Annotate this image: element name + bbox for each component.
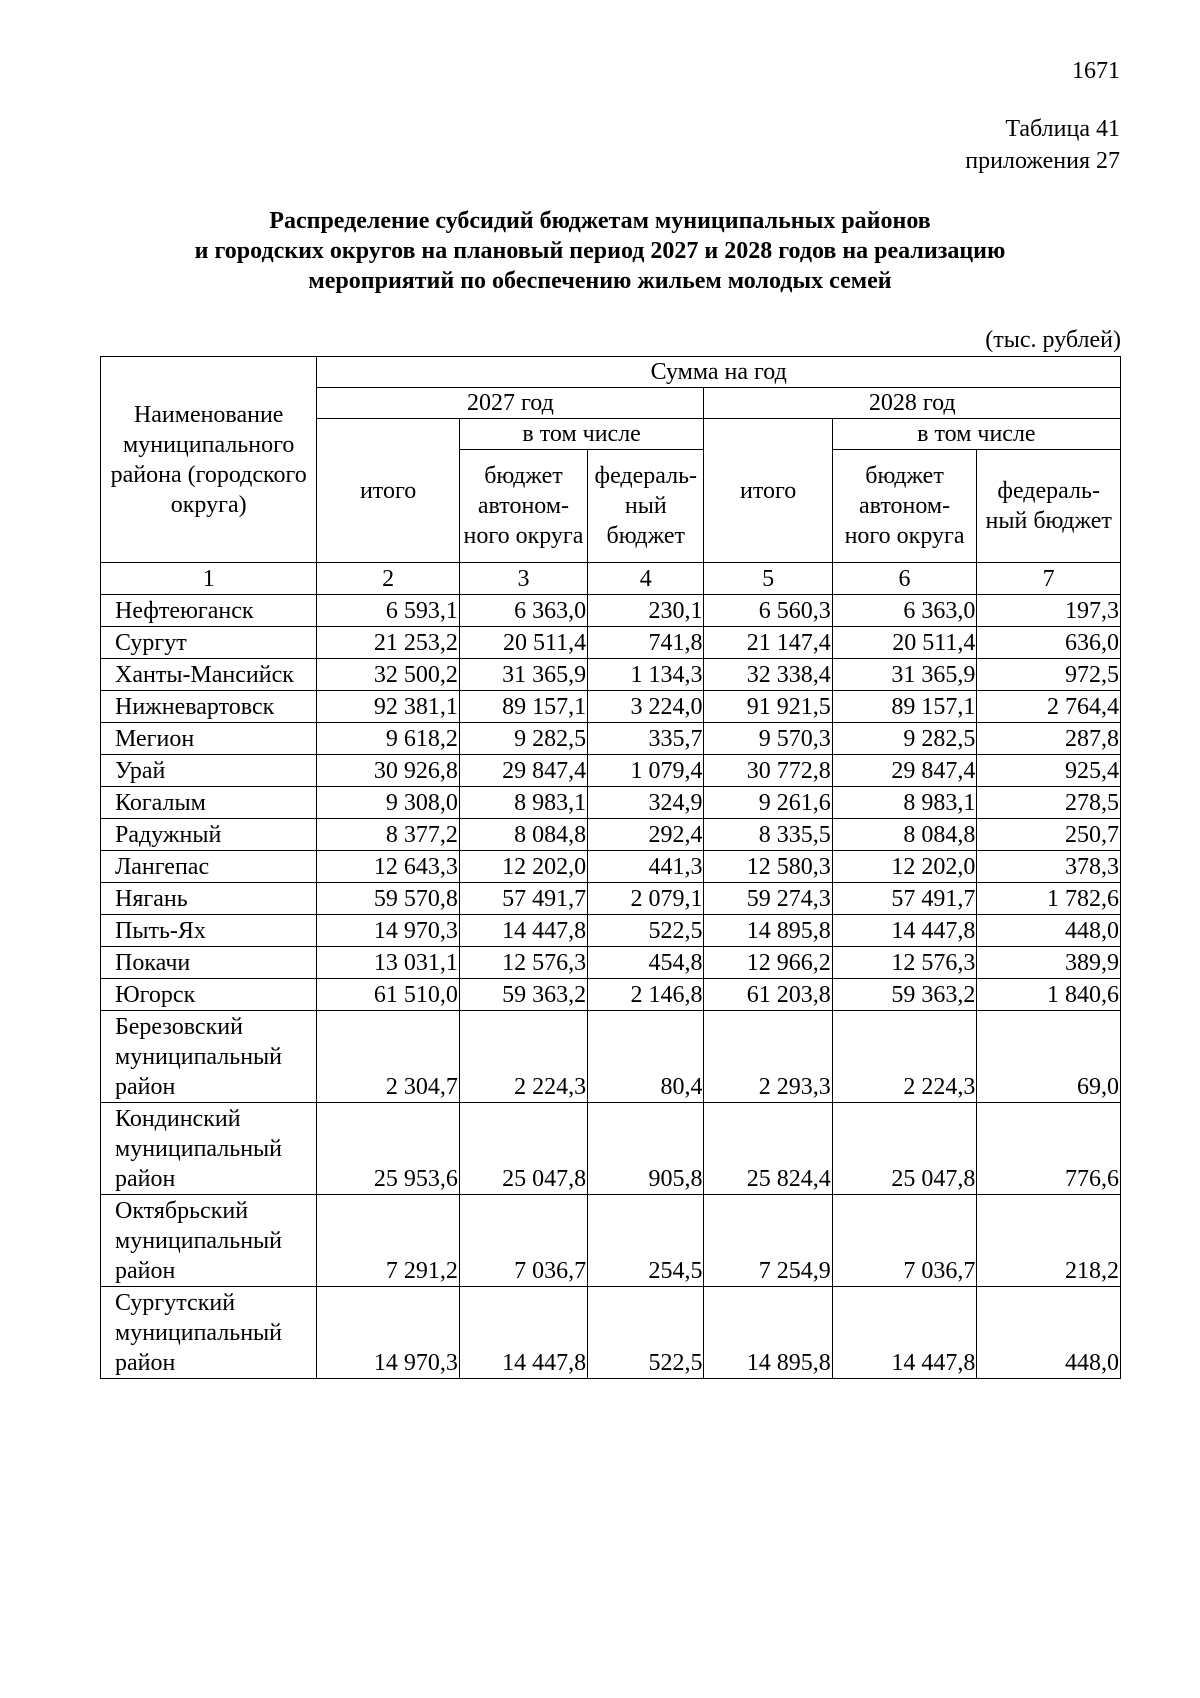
header-total-2027: итого <box>317 419 459 563</box>
column-number: 4 <box>588 563 704 595</box>
value-federal-budget-2027: 2 079,1 <box>588 883 704 915</box>
column-number: 5 <box>704 563 832 595</box>
value-total-2028: 21 147,4 <box>704 627 832 659</box>
value-federal-budget-2027: 441,3 <box>588 851 704 883</box>
value-total-2028: 91 921,5 <box>704 691 832 723</box>
value-regional-budget-2027: 59 363,2 <box>459 979 587 1011</box>
header-regional-budget-2027: бюджет автоном- ного округа <box>459 450 587 563</box>
table-row <box>101 947 1121 979</box>
value-federal-budget-2027: 741,8 <box>588 627 704 659</box>
value-federal-budget-2027: 1 134,3 <box>588 659 704 691</box>
value-regional-budget-2027: 57 491,7 <box>459 883 587 915</box>
municipality-name: Березовский муниципальный район <box>101 1011 317 1103</box>
value-total-2027: 25 953,6 <box>317 1103 459 1195</box>
table-row <box>101 915 1121 947</box>
municipality-name: Ханты-Мансийск <box>101 659 317 691</box>
subsidy-table <box>100 356 1121 1379</box>
value-total-2027: 2 304,7 <box>317 1011 459 1103</box>
table-reference-line-2: приложения 27 <box>965 148 1120 174</box>
value-federal-budget-2027: 254,5 <box>588 1195 704 1287</box>
value-regional-budget-2028: 9 282,5 <box>832 723 977 755</box>
value-regional-budget-2027: 12 576,3 <box>459 947 587 979</box>
value-regional-budget-2028: 20 511,4 <box>832 627 977 659</box>
municipality-name: Лангепас <box>101 851 317 883</box>
value-total-2027: 61 510,0 <box>317 979 459 1011</box>
table-row <box>101 1195 1121 1287</box>
value-total-2028: 12 580,3 <box>704 851 832 883</box>
value-regional-budget-2028: 59 363,2 <box>832 979 977 1011</box>
value-total-2028: 2 293,3 <box>704 1011 832 1103</box>
column-number: 6 <box>832 563 977 595</box>
value-regional-budget-2027: 14 447,8 <box>459 915 587 947</box>
table-row <box>101 1011 1121 1103</box>
value-federal-budget-2027: 80,4 <box>588 1011 704 1103</box>
value-total-2027: 21 253,2 <box>317 627 459 659</box>
value-regional-budget-2028: 12 202,0 <box>832 851 977 883</box>
table-row <box>101 819 1121 851</box>
value-federal-budget-2028: 448,0 <box>977 1287 1121 1379</box>
value-regional-budget-2028: 25 047,8 <box>832 1103 977 1195</box>
value-total-2028: 59 274,3 <box>704 883 832 915</box>
value-total-2028: 6 560,3 <box>704 595 832 627</box>
value-federal-budget-2028: 389,9 <box>977 947 1121 979</box>
value-federal-budget-2028: 278,5 <box>977 787 1121 819</box>
value-regional-budget-2027: 20 511,4 <box>459 627 587 659</box>
header-regional-budget-2028: бюджет автоном- ного округа <box>832 450 977 563</box>
value-total-2028: 61 203,8 <box>704 979 832 1011</box>
value-total-2027: 59 570,8 <box>317 883 459 915</box>
municipality-name: Урай <box>101 755 317 787</box>
value-total-2027: 6 593,1 <box>317 595 459 627</box>
value-total-2027: 8 377,2 <box>317 819 459 851</box>
value-federal-budget-2028: 1 840,6 <box>977 979 1121 1011</box>
value-total-2028: 25 824,4 <box>704 1103 832 1195</box>
value-regional-budget-2027: 29 847,4 <box>459 755 587 787</box>
value-regional-budget-2027: 89 157,1 <box>459 691 587 723</box>
value-regional-budget-2027: 6 363,0 <box>459 595 587 627</box>
table-row <box>101 723 1121 755</box>
value-federal-budget-2028: 448,0 <box>977 915 1121 947</box>
municipality-name: Югорск <box>101 979 317 1011</box>
table-body <box>101 563 1121 1379</box>
header-federal-budget-2027: федераль- ный бюджет <box>588 450 704 563</box>
value-total-2028: 32 338,4 <box>704 659 832 691</box>
column-number: 7 <box>977 563 1121 595</box>
value-total-2028: 9 261,6 <box>704 787 832 819</box>
table-row <box>101 1287 1121 1379</box>
value-federal-budget-2028: 1 782,6 <box>977 883 1121 915</box>
units-label: (тыс. рублей) <box>985 327 1121 353</box>
value-total-2027: 13 031,1 <box>317 947 459 979</box>
value-federal-budget-2028: 925,4 <box>977 755 1121 787</box>
page-number: 1671 <box>1072 58 1120 84</box>
header-including-2027: в том числе <box>459 419 704 450</box>
value-regional-budget-2028: 6 363,0 <box>832 595 977 627</box>
municipality-name: Нижневартовск <box>101 691 317 723</box>
value-regional-budget-2027: 14 447,8 <box>459 1287 587 1379</box>
value-federal-budget-2027: 2 146,8 <box>588 979 704 1011</box>
value-federal-budget-2027: 454,8 <box>588 947 704 979</box>
value-total-2027: 32 500,2 <box>317 659 459 691</box>
value-regional-budget-2028: 57 491,7 <box>832 883 977 915</box>
table-row <box>101 787 1121 819</box>
value-federal-budget-2028: 287,8 <box>977 723 1121 755</box>
value-total-2027: 14 970,3 <box>317 915 459 947</box>
municipality-name: Покачи <box>101 947 317 979</box>
value-regional-budget-2028: 29 847,4 <box>832 755 977 787</box>
value-federal-budget-2027: 335,7 <box>588 723 704 755</box>
value-federal-budget-2027: 324,9 <box>588 787 704 819</box>
municipality-name: Когалым <box>101 787 317 819</box>
value-total-2028: 7 254,9 <box>704 1195 832 1287</box>
header-name-column: Наименование муниципального района (городского округа) <box>101 357 317 563</box>
value-regional-budget-2027: 31 365,9 <box>459 659 587 691</box>
column-number: 3 <box>459 563 587 595</box>
table-row <box>101 659 1121 691</box>
value-total-2027: 7 291,2 <box>317 1195 459 1287</box>
value-regional-budget-2028: 14 447,8 <box>832 1287 977 1379</box>
value-regional-budget-2027: 7 036,7 <box>459 1195 587 1287</box>
value-total-2028: 14 895,8 <box>704 1287 832 1379</box>
value-total-2028: 8 335,5 <box>704 819 832 851</box>
value-federal-budget-2027: 292,4 <box>588 819 704 851</box>
value-federal-budget-2027: 3 224,0 <box>588 691 704 723</box>
value-federal-budget-2028: 250,7 <box>977 819 1121 851</box>
column-number: 1 <box>101 563 317 595</box>
header-year-2028: 2028 год <box>704 388 1121 419</box>
value-total-2027: 92 381,1 <box>317 691 459 723</box>
table-row <box>101 1103 1121 1195</box>
municipality-name: Сургутский муниципальный район <box>101 1287 317 1379</box>
value-regional-budget-2027: 2 224,3 <box>459 1011 587 1103</box>
table-reference-line-1: Таблица 41 <box>1005 116 1120 142</box>
municipality-name: Мегион <box>101 723 317 755</box>
value-regional-budget-2027: 9 282,5 <box>459 723 587 755</box>
column-number: 2 <box>317 563 459 595</box>
value-federal-budget-2028: 69,0 <box>977 1011 1121 1103</box>
municipality-name: Нефтеюганск <box>101 595 317 627</box>
value-federal-budget-2028: 218,2 <box>977 1195 1121 1287</box>
header-including-2028: в том числе <box>832 419 1120 450</box>
value-regional-budget-2028: 31 365,9 <box>832 659 977 691</box>
value-federal-budget-2027: 522,5 <box>588 915 704 947</box>
value-total-2027: 30 926,8 <box>317 755 459 787</box>
value-total-2027: 9 308,0 <box>317 787 459 819</box>
table-row <box>101 979 1121 1011</box>
value-federal-budget-2028: 636,0 <box>977 627 1121 659</box>
value-total-2028: 30 772,8 <box>704 755 832 787</box>
table-row <box>101 755 1121 787</box>
value-total-2027: 9 618,2 <box>317 723 459 755</box>
document-title-line-1: Распределение субсидий бюджетам муниципальных районов <box>269 208 931 234</box>
value-total-2028: 9 570,3 <box>704 723 832 755</box>
value-federal-budget-2027: 230,1 <box>588 595 704 627</box>
value-regional-budget-2028: 89 157,1 <box>832 691 977 723</box>
table-row <box>101 851 1121 883</box>
table-row <box>101 595 1121 627</box>
value-federal-budget-2027: 522,5 <box>588 1287 704 1379</box>
value-regional-budget-2028: 8 983,1 <box>832 787 977 819</box>
municipality-name: Нягань <box>101 883 317 915</box>
municipality-name: Сургут <box>101 627 317 659</box>
header-year-2027: 2027 год <box>317 388 704 419</box>
header-total-2028: итого <box>704 419 832 563</box>
value-total-2027: 12 643,3 <box>317 851 459 883</box>
value-total-2027: 14 970,3 <box>317 1287 459 1379</box>
value-federal-budget-2027: 1 079,4 <box>588 755 704 787</box>
value-federal-budget-2027: 905,8 <box>588 1103 704 1195</box>
municipality-name: Кондинский муниципальный район <box>101 1103 317 1195</box>
value-federal-budget-2028: 2 764,4 <box>977 691 1121 723</box>
document-title <box>100 206 1100 296</box>
value-regional-budget-2028: 14 447,8 <box>832 915 977 947</box>
value-federal-budget-2028: 378,3 <box>977 851 1121 883</box>
table-reference <box>900 113 1120 177</box>
value-federal-budget-2028: 972,5 <box>977 659 1121 691</box>
value-regional-budget-2028: 7 036,7 <box>832 1195 977 1287</box>
header-sum-per-year: Сумма на год <box>317 357 1121 388</box>
municipality-name: Радужный <box>101 819 317 851</box>
table-row <box>101 691 1121 723</box>
document-title-line-3: мероприятий по обеспечению жильем молодых семей <box>308 268 892 294</box>
table-row <box>101 883 1121 915</box>
value-federal-budget-2028: 776,6 <box>977 1103 1121 1195</box>
value-regional-budget-2027: 8 084,8 <box>459 819 587 851</box>
document-title-line-2: и городских округов на плановый период 2027 и 2028 годов на реализацию <box>194 238 1006 264</box>
value-total-2028: 12 966,2 <box>704 947 832 979</box>
value-federal-budget-2028: 197,3 <box>977 595 1121 627</box>
value-regional-budget-2028: 12 576,3 <box>832 947 977 979</box>
table-header <box>101 357 1121 563</box>
column-numbers-row <box>101 563 1121 595</box>
value-regional-budget-2027: 12 202,0 <box>459 851 587 883</box>
table-row <box>101 627 1121 659</box>
value-regional-budget-2028: 8 084,8 <box>832 819 977 851</box>
value-regional-budget-2028: 2 224,3 <box>832 1011 977 1103</box>
municipality-name: Октябрьский муниципальный район <box>101 1195 317 1287</box>
municipality-name: Пыть-Ях <box>101 915 317 947</box>
value-total-2028: 14 895,8 <box>704 915 832 947</box>
header-federal-budget-2028: федераль- ный бюджет <box>977 450 1121 563</box>
value-regional-budget-2027: 25 047,8 <box>459 1103 587 1195</box>
value-regional-budget-2027: 8 983,1 <box>459 787 587 819</box>
